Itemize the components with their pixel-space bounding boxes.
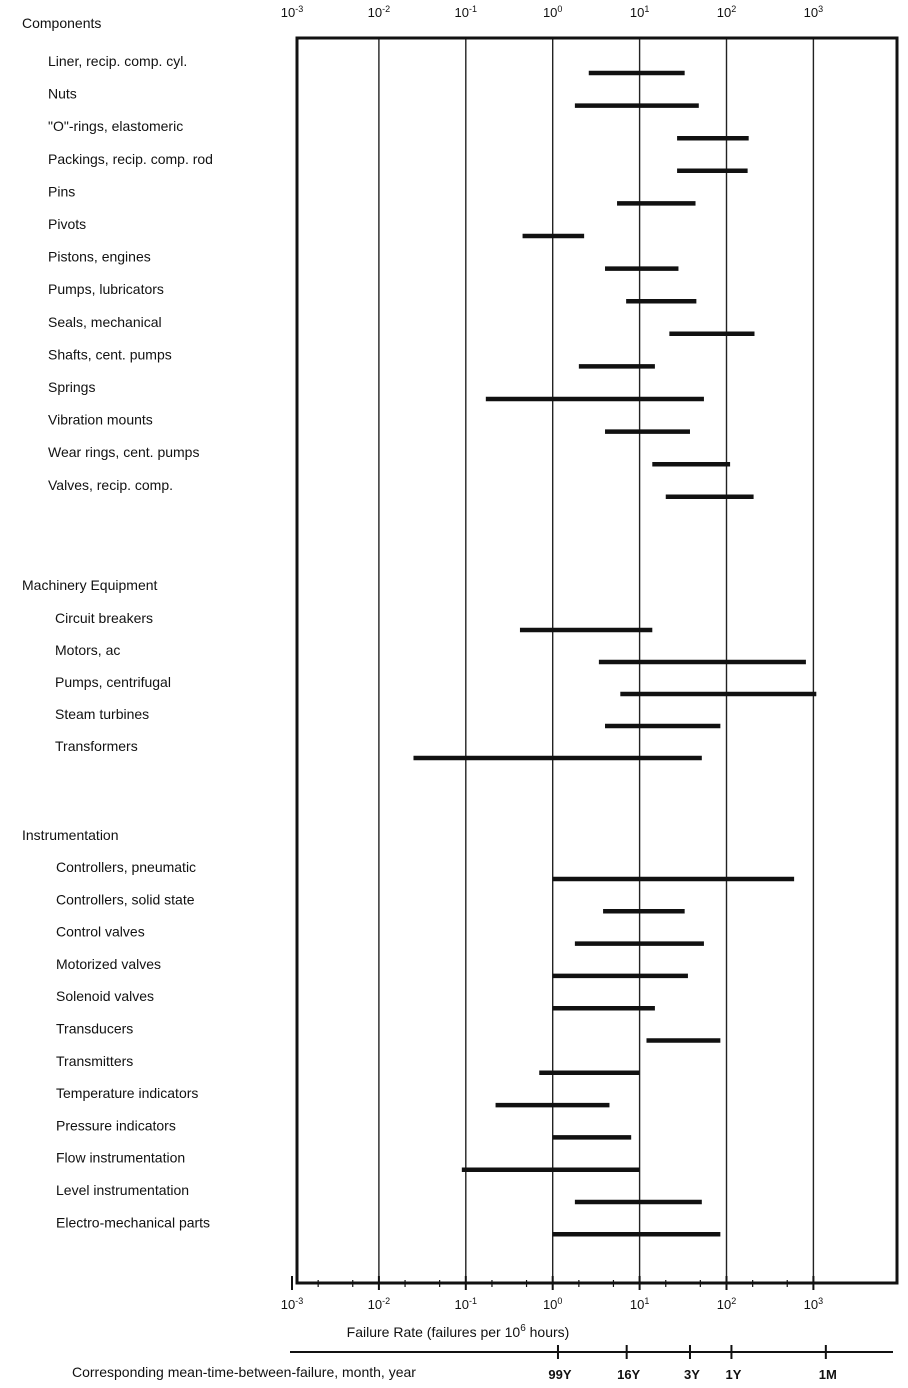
x-tick-label: $10^2$ <box>716 1296 737 1312</box>
item-label: Circuit breakers <box>55 610 154 626</box>
item-label: Pressure indicators <box>56 1117 176 1134</box>
mtbf-tick-label: 1Y <box>725 1367 742 1382</box>
x-tick-label: $10^2$ <box>716 4 737 20</box>
item-label: Transformers <box>55 738 138 754</box>
item-label: Nuts <box>48 85 77 102</box>
mtbf-tick-label: 3Y <box>684 1367 700 1382</box>
x-tick-label: $10^0$ <box>542 4 563 20</box>
item-label: Shafts, cent. pumps <box>48 346 172 363</box>
item-label: Springs <box>48 379 96 395</box>
group-heading: Machinery Equipment <box>22 577 158 593</box>
top-tick-labels <box>281 4 823 20</box>
item-label: Seals, mechanical <box>48 313 162 330</box>
item-label: Flow instrumentation <box>56 1149 186 1166</box>
item-label: Steam turbines <box>55 706 150 722</box>
item-label: Valves, recip. comp. <box>48 476 174 493</box>
bars-layer <box>413 73 816 1234</box>
mtbf-tick-label: 16Y <box>617 1367 641 1382</box>
group-heading: Instrumentation <box>22 827 119 843</box>
labels-layer <box>22 15 213 1230</box>
x-tick-label: $10^1$ <box>629 4 650 20</box>
plot-frame <box>297 38 897 1283</box>
x-tick-label: $10^{-3}$ <box>280 4 304 20</box>
item-label: Temperature indicators <box>56 1085 199 1102</box>
item-label: Control valves <box>56 923 145 940</box>
item-label: Pins <box>48 183 76 200</box>
x-tick-label: $10^{-2}$ <box>367 1296 391 1312</box>
x-tick-label: $10^{-1}$ <box>454 1296 478 1312</box>
item-label: Pistons, engines <box>48 248 151 265</box>
item-label: Motorized valves <box>56 955 162 972</box>
x-tick-label: $10^{-1}$ <box>454 4 478 20</box>
mtbf-tick-label: 99Y <box>548 1367 572 1382</box>
item-label: Controllers, solid state <box>56 891 195 908</box>
x-tick-label: $10^0$ <box>542 1296 563 1312</box>
bottom-axis <box>281 1276 823 1312</box>
mtbf-axis-label: Corresponding mean-time-between-failure, month, year <box>72 1364 416 1380</box>
item-label: Vibration mounts <box>48 411 153 428</box>
item-label: Liner, recip. comp. cyl. <box>48 53 188 69</box>
x-tick-label: $10^3$ <box>803 4 824 20</box>
item-label: Controllers, pneumatic <box>56 859 197 875</box>
x-axis-title: Failure Rate (failures per $10^6$ hours) <box>346 1323 570 1340</box>
mtbf-tick-label: 1M <box>818 1367 837 1382</box>
item-label: Electro-mechanical parts <box>56 1214 211 1231</box>
x-tick-label: $10^3$ <box>803 1296 824 1312</box>
item-label: Level instrumentation <box>56 1182 190 1198</box>
item-label: Transducers <box>56 1020 134 1037</box>
item-label: Motors, ac <box>55 642 121 658</box>
group-heading: Components <box>22 15 102 31</box>
item-label: Wear rings, cent. pumps <box>48 444 200 461</box>
item-label: Pumps, lubricators <box>48 281 164 298</box>
item-label: Packings, recip. comp. rod <box>48 150 213 167</box>
x-tick-label: $10^{-2}$ <box>367 4 391 20</box>
x-tick-label: $10^1$ <box>629 1296 650 1312</box>
item-label: "O"-rings, elastomeric <box>48 118 184 135</box>
item-label: Transmitters <box>56 1052 134 1069</box>
x-tick-label: $10^{-3}$ <box>280 1296 304 1312</box>
item-label: Pumps, centrifugal <box>55 674 171 690</box>
item-label: Pivots <box>48 216 87 232</box>
item-label: Solenoid valves <box>56 988 155 1005</box>
